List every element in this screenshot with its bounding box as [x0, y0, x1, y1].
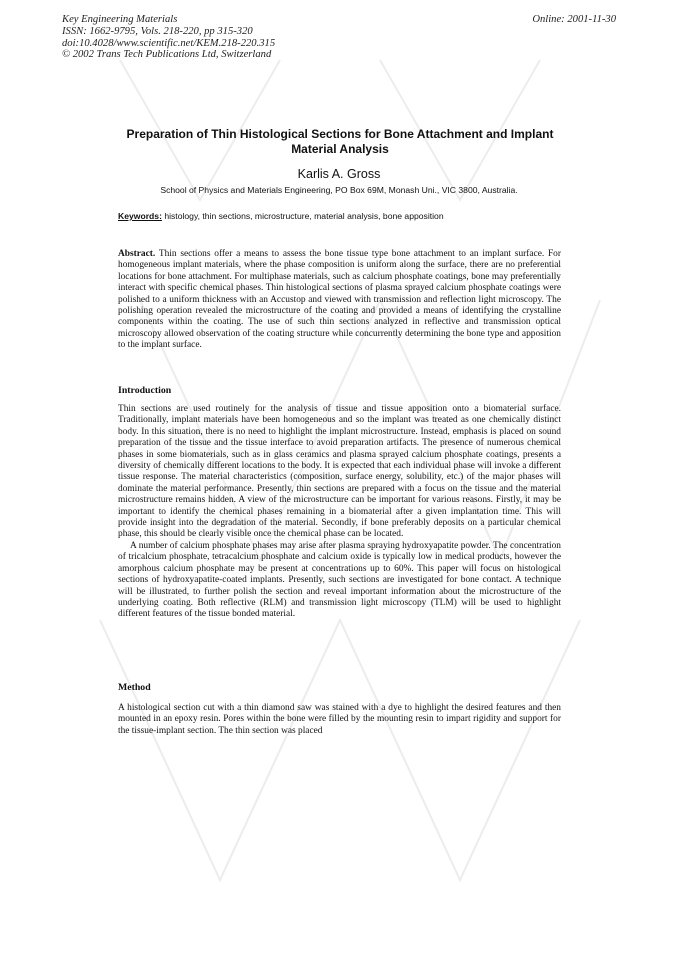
- author-name: Karlis A. Gross: [297, 167, 381, 181]
- journal-name: Key Engineering Materials: [62, 14, 178, 25]
- online-date: Online: 2001-11-30: [532, 14, 616, 25]
- intro-paragraph-2: A number of calcium phosphate phases may arise after plasma spraying hydroxyapatite powder. The concentration of tricalcium phosphate, tetracalcium phosphate and calcium oxide is typically low in medical products, however the amorphous calcium phosphate may be present at concentrations up to 60%. This paper will focus on histological sections of hydroxyapatite-coated implants. Presently, such sections are investigated for bone contact. A technique will be illustrated, to further polish the section and reveal important information about the microstructure of the underlying coating. Both reflective (RLM) and transmission light microscopy (TLM) will be used to highlight different features of the tissue bonded material.: [118, 540, 561, 620]
- abstract: [118, 249, 561, 352]
- keywords-label: Keywords:: [118, 211, 162, 221]
- introduction-body: [118, 404, 561, 621]
- keywords-line: [118, 211, 558, 221]
- copyright-line: © 2002 Trans Tech Publications Ltd, Switzerland: [62, 49, 272, 61]
- abstract-label: Abstract.: [118, 249, 156, 259]
- issn-line: ISSN: 1662-9795, Vols. 218-220, pp 315-320: [62, 25, 253, 37]
- method-body: [118, 703, 561, 737]
- keywords-text: histology, thin sections, microstructure, material analysis, bone apposition: [161, 211, 444, 221]
- doi-link[interactable]: doi:10.4028/www.scientific.net/KEM.218-220.315: [62, 37, 276, 49]
- paper-title: Preparation of Thin Histological Sections for Bone Attachment and Implant Material Analysis: [126, 127, 554, 156]
- intro-paragraph-1: Thin sections are used routinely for the analysis of tissue and tissue apposition onto a biomaterial surface. Traditionally, implant materials have been homogeneous and so the implant was treated as one chemically distinct body. In this situation, there is no need to highlight the implant microstructure. Instead, emphasis is placed on sound preparation of the tissue and the tissue interface to avoid preparation artifacts. The presence of numerous chemical phases in some biomaterials, such as in glass ceramics and plasma sprayed calcium phosphate coatings, presents a diversity of chemically different locations to the body. It is expected that each individual phase will invoke a different tissue response. The material characteristics (composition, surface energy, solubility, etc.) of the major phases will dominate the material performance. Presently, thin sections are prepared with a focus on the tissue and the material microstructure remains hidden. A view of the microstructure can be important for various reasons. Firstly, it may be important to identify the chemical phases remaining in a biomaterial after a given implantation time. This will provide insight into the degradation of the material. Secondly, if bone preferably deposits on a particular chemical phase, this should be clearly visible once the chemical phase can be located.: [118, 404, 561, 540]
- author-affiliation: School of Physics and Materials Engineering, PO Box 69M, Monash Uni., VIC 3800, Australia.: [160, 185, 518, 195]
- publication-info: [62, 14, 482, 61]
- method-paragraph-1: A histological section cut with a thin diamond saw was stained with a dye to highlight the desired features and then mounted in an epoxy resin. Pores within the bone were filled by the mounting resin to impart rigidity and support for the tissue-implant section. The thin section was placed: [118, 703, 561, 736]
- abstract-text: Thin sections offer a means to assess the bone tissue type bone attachment to an implant surface. For homogeneous implant materials, where the phase composition is uniform along the surface, there are no preferential locations for bone attachment. For multiphase materials, such as calcium phosphate coatings, bone may preferentially interact with specific chemical phases. Thin histological sections of plasma sprayed calcium phosphate coatings were polished to a uniform thickness with an Accustop and viewed with transmission and reflection light microscopy. The polishing operation revealed the microstructure of the coating and provided a means of identifying the crystalline components within the coating. The use of such thin sections analyzed in reflective and transmission optical microscopy allowed observation of the coating structure while concurrently determining the bone type and apposition to the implant surface.: [118, 249, 561, 351]
- introduction-heading: Introduction: [118, 385, 172, 396]
- method-heading: Method: [118, 682, 151, 693]
